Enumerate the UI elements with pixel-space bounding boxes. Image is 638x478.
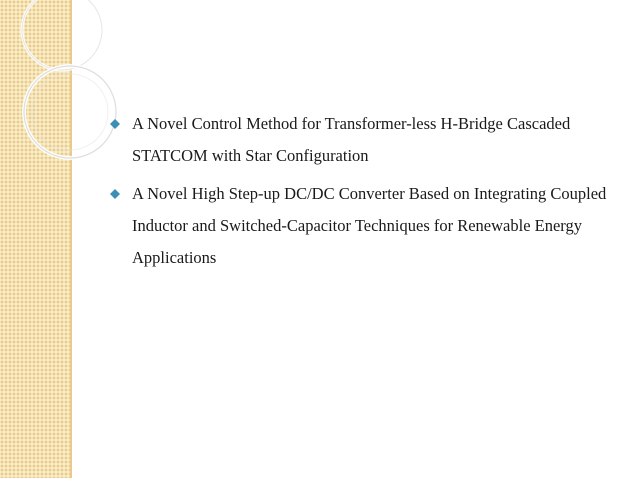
diamond-bullet-icon <box>110 119 120 129</box>
bullet-list <box>108 108 618 274</box>
bullet-item <box>108 178 618 274</box>
side-band-edge <box>70 0 72 478</box>
decorative-side-band <box>0 0 70 478</box>
bullet-item <box>108 108 618 172</box>
bullet-text: A Novel Control Method for Transformer-less H-Bridge Cascaded STATCOM with Star Configuration <box>132 114 571 165</box>
diamond-bullet-icon <box>110 189 120 199</box>
bullet-text: A Novel High Step-up DC/DC Converter Based on Integrating Coupled Inductor and Switched-Capacitor Techniques for Renewable Energy Applications <box>132 184 607 267</box>
